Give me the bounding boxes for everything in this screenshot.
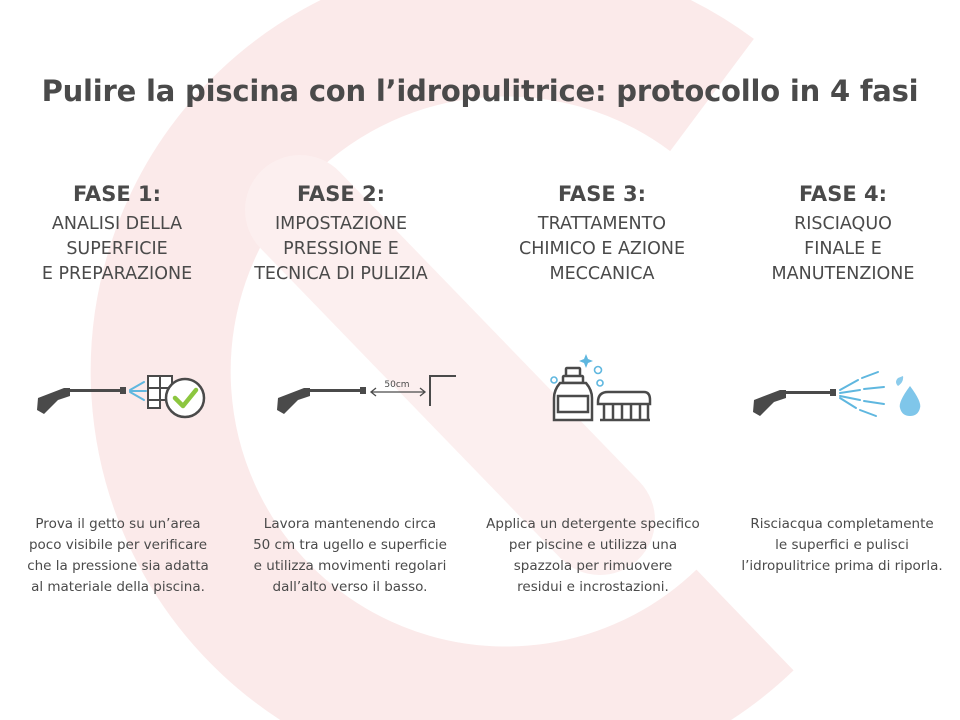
phase-1-name-line: ANALISI DELLA — [51, 214, 183, 234]
pressure-washer-gun-icon — [277, 387, 366, 414]
description-line: residui e incrostazioni. — [517, 579, 669, 595]
description-line: spazzola per rimuovere — [513, 558, 673, 574]
pressure-washer-gun-icon — [753, 389, 836, 416]
pressure-washer-rinse-icon — [750, 370, 926, 422]
check-circle-icon — [166, 379, 204, 417]
phase-3 — [489, 180, 715, 287]
phase-4-description — [726, 514, 958, 577]
phase-3-name — [489, 212, 715, 287]
phase-3-description — [478, 514, 708, 598]
phase-3-name-line: CHIMICO E AZIONE — [518, 239, 686, 259]
wall-icon — [430, 376, 456, 406]
pressure-washer-test-icon — [34, 370, 210, 426]
detergent-bottle-icon — [554, 368, 592, 420]
description-line: per piscine e utilizza una — [508, 537, 678, 553]
pressure-washer-distance-icon — [274, 372, 458, 416]
phase-3-name-line: TRATTAMENTO — [537, 214, 667, 234]
phase-2-name-line: IMPOSTAZIONE — [274, 214, 408, 234]
description-line: Risciacqua completamente — [750, 516, 934, 532]
detergent-brush-icon — [546, 350, 654, 426]
description-line: dall’alto verso il basso. — [272, 579, 428, 595]
water-spray-icon — [840, 372, 884, 416]
phase-3-name-line: MECCANICA — [549, 264, 655, 284]
phase-4-name-line: FINALE E — [804, 239, 882, 259]
distance-label: 50cm — [384, 380, 410, 390]
description-line: l’idropulitrice prima di riporla. — [741, 558, 943, 574]
water-spray-icon — [130, 382, 146, 400]
phase-4-name — [730, 212, 956, 287]
description-line: Lavora mantenendo circa — [263, 516, 437, 532]
phase-2 — [228, 180, 454, 287]
phase-2-number: FASE 2: — [297, 182, 385, 206]
phase-3-number: FASE 3: — [558, 182, 646, 206]
phase-1-name-line: SUPERFICIE — [66, 239, 168, 259]
phase-2-name-line: TECNICA DI PULIZIA — [254, 264, 428, 284]
phase-2-description — [240, 514, 460, 598]
phase-1 — [4, 180, 230, 287]
description-line: Prova il getto su un’area — [35, 516, 201, 532]
phase-2-name — [228, 212, 454, 287]
description-line: che la pressione sia adatta — [27, 558, 209, 574]
phase-4-name-line: MANUTENZIONE — [771, 264, 915, 284]
description-line: poco visibile per verificare — [28, 537, 208, 553]
scrub-brush-icon — [598, 392, 650, 420]
description-line: le superfici e pulisci — [775, 537, 909, 553]
phase-1-description — [8, 514, 228, 598]
phase-1-name-line: E PREPARAZIONE — [41, 264, 193, 284]
phase-4-name-line: RISCIAQUO — [794, 214, 892, 234]
phase-1-number: FASE 1: — [73, 182, 161, 206]
pressure-washer-gun-icon — [37, 387, 126, 414]
phase-1-name — [4, 212, 230, 287]
description-line: e utilizza movimenti regolari — [253, 558, 447, 574]
page-title: Pulire la piscina con l’idropulitrice: protocollo in 4 fasi — [41, 74, 919, 108]
phase-4-number: FASE 4: — [799, 182, 887, 206]
description-line: 50 cm tra ugello e superficie — [253, 537, 447, 553]
description-line: al materiale della piscina. — [31, 579, 205, 595]
description-line: Applica un detergente specifico — [486, 516, 700, 532]
phase-2-name-line: PRESSIONE E — [283, 239, 399, 259]
water-drop-icon — [896, 376, 920, 416]
phase-4 — [730, 180, 956, 287]
